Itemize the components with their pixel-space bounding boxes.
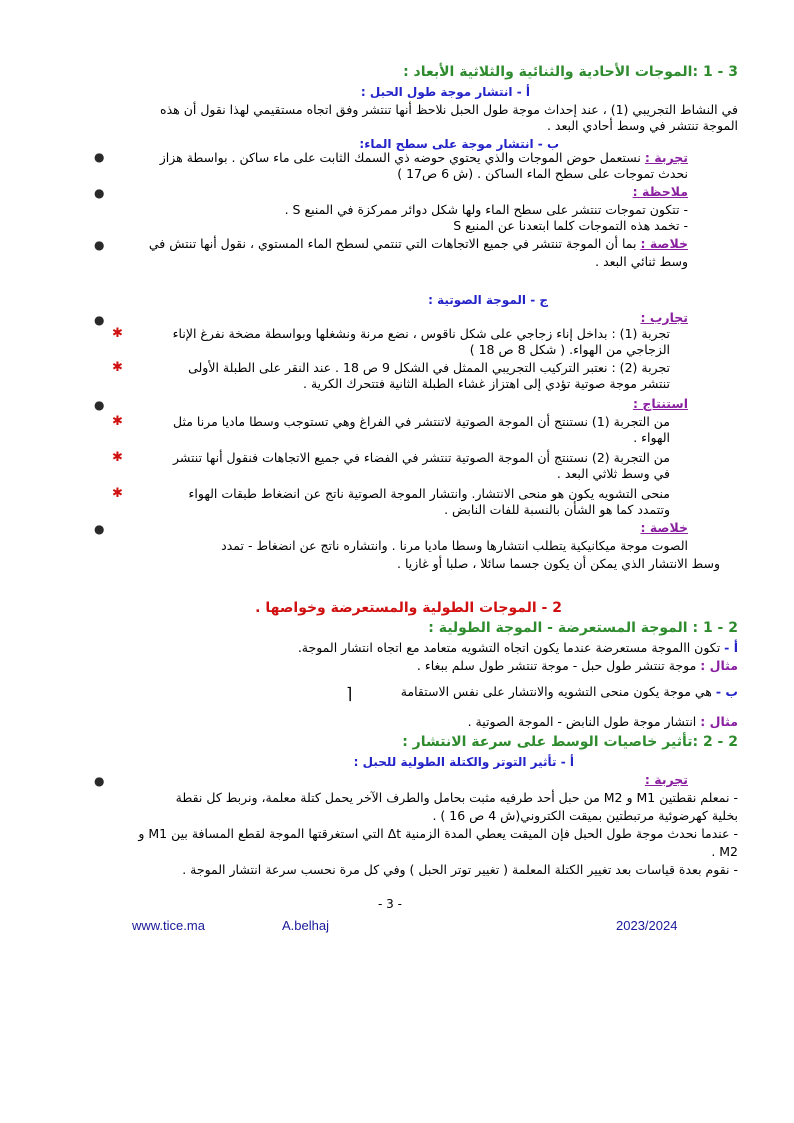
bullet-icon: ● xyxy=(94,522,105,536)
paragraph-line xyxy=(417,658,738,674)
paragraph-line xyxy=(401,684,738,700)
paragraph-line: تجربة (1) : بداخل إناء زجاجي على شكل ناقوس ، نضع مرنة ونشغلها وبواسطة مضخة نفرغ الإناء xyxy=(172,326,670,341)
section-title: 2 - 1 : الموجة المستعرضة - الموجة الطولية : xyxy=(428,620,738,636)
note-line: - تخمد هذه التموجات كلما ابتعدنا عن المنبع S xyxy=(453,218,688,233)
example-label: مثال : xyxy=(700,714,738,729)
bullet-icon: ● xyxy=(94,238,105,252)
paragraph-line: الهواء . xyxy=(633,430,670,445)
example-text: موجة تنتشر طول حبل - موجة تنتشر طول سلم ببغاء . xyxy=(416,658,697,673)
paragraph-line: في وسط ثلاثي البعد . xyxy=(556,466,670,481)
paragraph-line: منحى التشويه يكون هو منحى الانتشار. وانتشار الموجة الصوتية ناتج عن انضغاط طبقات الهواء xyxy=(188,486,670,501)
paragraph-line: الزجاجي من الهواء. ( شكل 8 ص 18 ) xyxy=(469,342,670,357)
page-number: - 3 - xyxy=(378,897,402,911)
paragraph-line: . M2 xyxy=(711,844,738,859)
footer-year: 2023/2024 xyxy=(616,918,678,933)
paragraph-line xyxy=(298,640,738,656)
star-bullet-icon: ✱ xyxy=(112,326,123,341)
note-label: ملاحظة : xyxy=(632,184,688,199)
paragraph-line: تجربة (2) : نعتبر التركيب التجريبي الممثل في الشكل 9 ص 18 . عند النقر على الطبلة الأولى xyxy=(188,360,670,375)
paragraph-line: - عندما نحدث موجة طول الحبل فإن الميقت يعطي المدة الزمنية Δt التي استغرقتها الموجة لقطع المسافة بين M1 و xyxy=(138,826,738,841)
bracket-icon: ⌉ xyxy=(346,684,353,703)
paragraph-line: نحدث تموجات على سطح الماء الساكن . (ش 6 ص17 ) xyxy=(397,166,688,181)
paragraph-line: وتتمدد كما هو الشأن بالنسبة للفات النابض . xyxy=(444,502,670,517)
subsection-title: أ - تأثير التوتر والكتلة الطولية للحبل : xyxy=(353,755,574,769)
example-label: مثال : xyxy=(700,658,738,673)
section-title: 2 - الموجات الطولية والمستعرضة وخواصها . xyxy=(255,600,562,616)
subsection-title: ج - الموجة الصوتية : xyxy=(428,293,548,307)
footer-author: A.belhaj xyxy=(282,918,329,933)
bullet-icon: ● xyxy=(94,774,105,788)
paragraph-line xyxy=(468,714,738,730)
item-text: تكون االموجة مستعرضة عندما يكون اتجاه التشويه متعامد مع اتجاه انتشار الموجة. xyxy=(297,640,721,655)
note-line: - تتكون تموجات تنتشر على سطح الماء ولها شكل دوائر ممركزة في المنبع S . xyxy=(284,202,688,217)
bullet-icon: ● xyxy=(94,186,105,200)
item-text: هي موجة يكون منحى التشويه والانتشار على نفس الاستقامة xyxy=(400,684,712,699)
subsection-title: ب - انتشار موجة على سطح الماء: xyxy=(359,137,559,151)
bullet-icon: ● xyxy=(94,313,105,327)
paragraph-line: وسط الانتشار الذي يمكن أن يكون جسما سائلا ، صلبا أو غازيا . xyxy=(397,556,720,571)
paragraph-line: تنتشر موجة صوتية تؤدي إلى اهتزاز غشاء الطبلة الثانية فتتحرك الكرية . xyxy=(303,376,670,391)
subsection-title: أ - انتشار موجة طول الحبل : xyxy=(360,85,530,99)
experiment-label: تجربة : xyxy=(644,150,688,165)
example-text: انتشار موجة طول النابض - الموجة الصوتية . xyxy=(467,714,697,729)
footer-site-link[interactable]: www.tice.ma xyxy=(132,918,205,933)
summary-text: بما أن الموجة تنتشر في جميع الاتجاهات التي تنتمي لسطح الماء المستوي ، نقول أنها تنتش في xyxy=(148,236,637,251)
bullet-icon: ● xyxy=(94,398,105,412)
experiment-text: نستعمل حوض الموجات والذي يحتوي حوضه ذي السمك الثابت على ماء ساكن . بواسطة هزاز xyxy=(159,150,641,165)
paragraph-line xyxy=(160,150,688,166)
experiments-label: تجارب : xyxy=(640,310,688,325)
paragraph-line: الموجة تنتشر في وسط أحادي البعد . xyxy=(546,118,738,133)
experiment-label: تجربة : xyxy=(644,772,688,787)
star-bullet-icon: ✱ xyxy=(112,360,123,375)
paragraph-line: وسط ثنائي البعد . xyxy=(595,254,688,269)
section-title: 2 - 2 :تأثير خاصيات الوسط على سرعة الانتشار : xyxy=(402,734,738,750)
bullet-icon: ● xyxy=(94,150,105,164)
item-label: ب - xyxy=(715,684,738,699)
paragraph-line: الصوت موجة ميكانيكية يتطلب انتشارها وسطا ماديا مرنا . وانتشاره ناتج عن انضغاط - تمدد xyxy=(221,538,688,553)
paragraph-line: بخلية كهرضوئية مرتبطتين بميقت الكتروني(ش 4 ص 16 ) . xyxy=(432,808,738,823)
paragraph-line: في النشاط التجريبي (1) ، عند إحداث موجة طول الحبل نلاحظ أنها تنتشر وفق اتجاه مستقيمي لهذا نقول أن هذه xyxy=(160,102,738,117)
paragraph-line: من التجربة (1) نستنتج أن الموجة الصوتية لاتنتشر في الفراغ وهي تستوجب وسطا ماديا مرنا مثل xyxy=(173,414,670,429)
paragraph-line: من التجربة (2) نستنتج أن الموجة الصوتية تنتشر في الفضاء في جميع الاتجاهات فنقول أنها تنتشر xyxy=(172,450,670,465)
star-bullet-icon: ✱ xyxy=(112,486,123,501)
conclusion-label: استنتاج : xyxy=(633,396,688,411)
item-label: أ - xyxy=(724,640,738,655)
paragraph-line xyxy=(149,236,688,252)
summary-label: خلاصة : xyxy=(640,520,688,535)
section-title: 3 - 1 :الموجات الأحادية والثنائية والثلاثية الأبعاد : xyxy=(403,64,738,80)
paragraph-line: - نمعلم نقطتين M1 و M2 من حبل أحد طرفيه مثبت بحامل والطرف الآخر يحمل كتلة معلمة، ونربط كل نقطة xyxy=(175,790,738,805)
star-bullet-icon: ✱ xyxy=(112,450,123,465)
paragraph-line: - نقوم بعدة قياسات بعد تغيير الكتلة المعلمة ( تغيير توتر الحبل ) وفي كل مرة نحسب سرعة انتشار الموجة . xyxy=(182,862,738,877)
summary-label: خلاصة : xyxy=(640,236,688,251)
star-bullet-icon: ✱ xyxy=(112,414,123,429)
